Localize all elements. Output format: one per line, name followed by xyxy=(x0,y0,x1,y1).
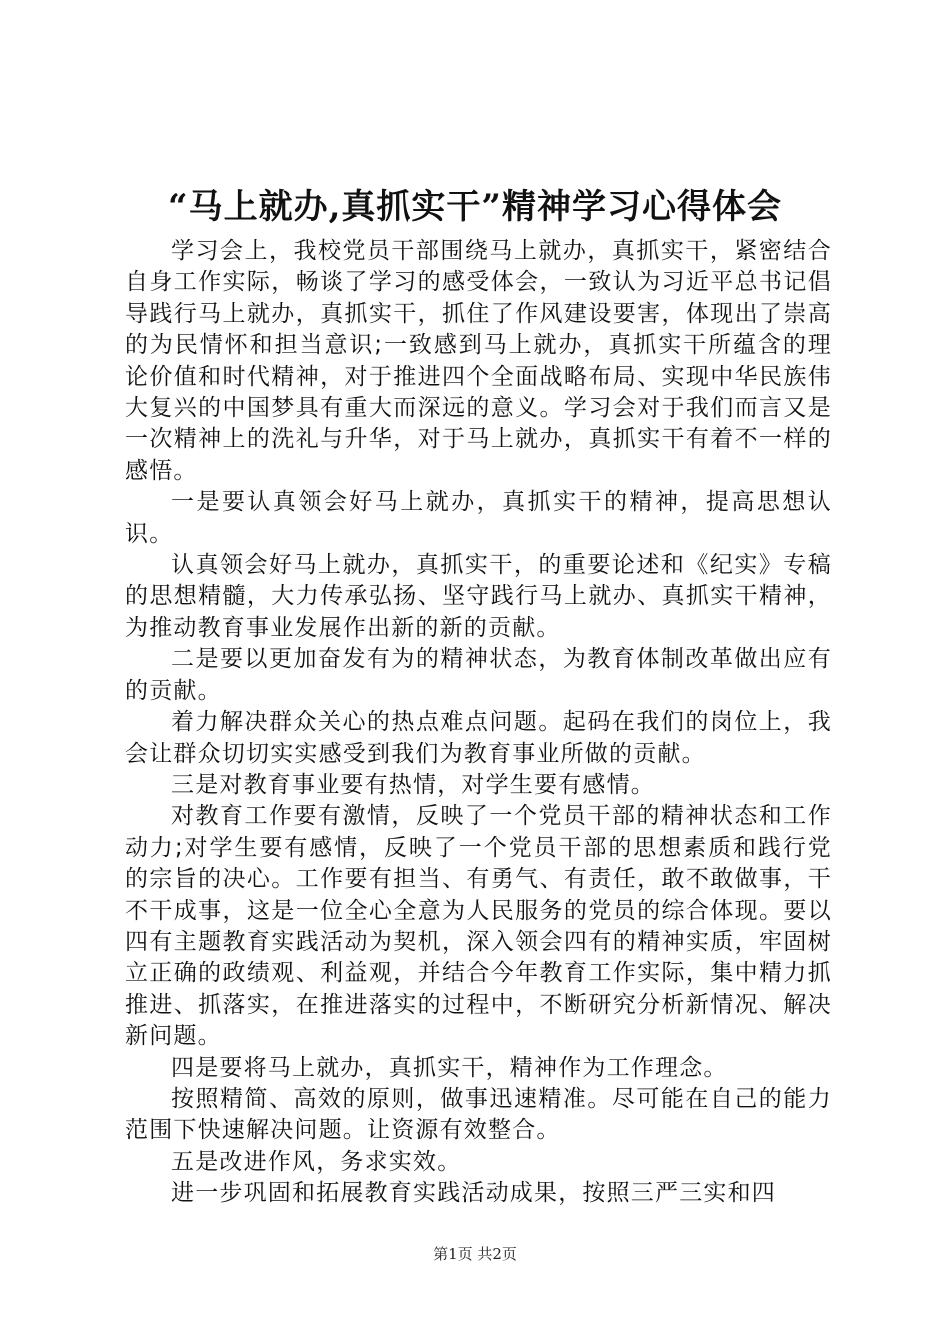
paragraph: 五是改进作风，务求实效。 xyxy=(171,1148,462,1175)
document-body xyxy=(125,236,832,1210)
paragraph: 对教育工作要有激情，反映了一个党员干部的精神状态和工作动力;对学生要有感情，反映了一个党员干部的思想素质和践行党的宗旨的决心。工作要有担当、有勇气、有责任，敢不敢做事，干不干成事，这是一位全心全意为人民服务的党员的综合体现。要以四有主题教育实践活动为契机，深入领会四有的精神实质，牢固树立正确的政绩观、利益观，并结合今年教育工作实际，集中精力抓推进、抓落实，在推进落实的过程中，不断研究分析新情况、解决新问题。 xyxy=(125,803,832,1050)
paragraph: 一是要认真领会好马上就办，真抓实干的精神，提高思想认识。 xyxy=(125,489,832,547)
paragraph: 学习会上，我校党员干部围绕马上就办，真抓实干，紧密结合自身工作实际，畅谈了学习的感受体会，一致认为习近平总书记倡导践行马上就办，真抓实干，抓住了作风建设要害，体现出了崇高的为民情怀和担当意识;一致感到马上就办，真抓实干所蕴含的理论价值和时代精神，对于推进四个全面战略布局、实现中华民族伟大复兴的中国梦具有重大而深远的意义。学习会对于我们而言又是一次精神上的洗礼与升华，对于马上就办，真抓实干有着不一样的感悟。 xyxy=(125,238,832,484)
paragraph: 三是对教育事业要有热情，对学生要有感情。 xyxy=(171,771,655,798)
paragraph: 二是要以更加奋发有为的精神状态，为教育体制改革做出应有的贡献。 xyxy=(125,646,832,704)
page-title: “马上就办,真抓实干”精神学习心得体会 xyxy=(168,187,782,227)
paragraph: 进一步巩固和拓展教育实践活动成果，按照三严三实和四 xyxy=(171,1180,776,1207)
page-number-footer: 第1页 共2页 xyxy=(433,1245,517,1263)
paragraph: 四是要将马上就办，真抓实干，精神作为工作理念。 xyxy=(171,1054,728,1081)
paragraph: 按照精简、高效的原则，做事迅速精准。尽可能在自己的能力范围下快速解决问题。让资源有效整合。 xyxy=(125,1085,832,1144)
paragraph: 认真领会好马上就办，真抓实干，的重要论述和《纪实》专稿的思想精髓，大力传承弘扬、坚守践行马上就办、真抓实干精神，为推动教育事业发展作出新的新的贡献。 xyxy=(125,552,832,641)
paragraph: 着力解决群众关心的热点难点问题。起码在我们的岗位上，我会让群众切切实实感受到我们为教育事业所做的贡献。 xyxy=(125,709,832,767)
